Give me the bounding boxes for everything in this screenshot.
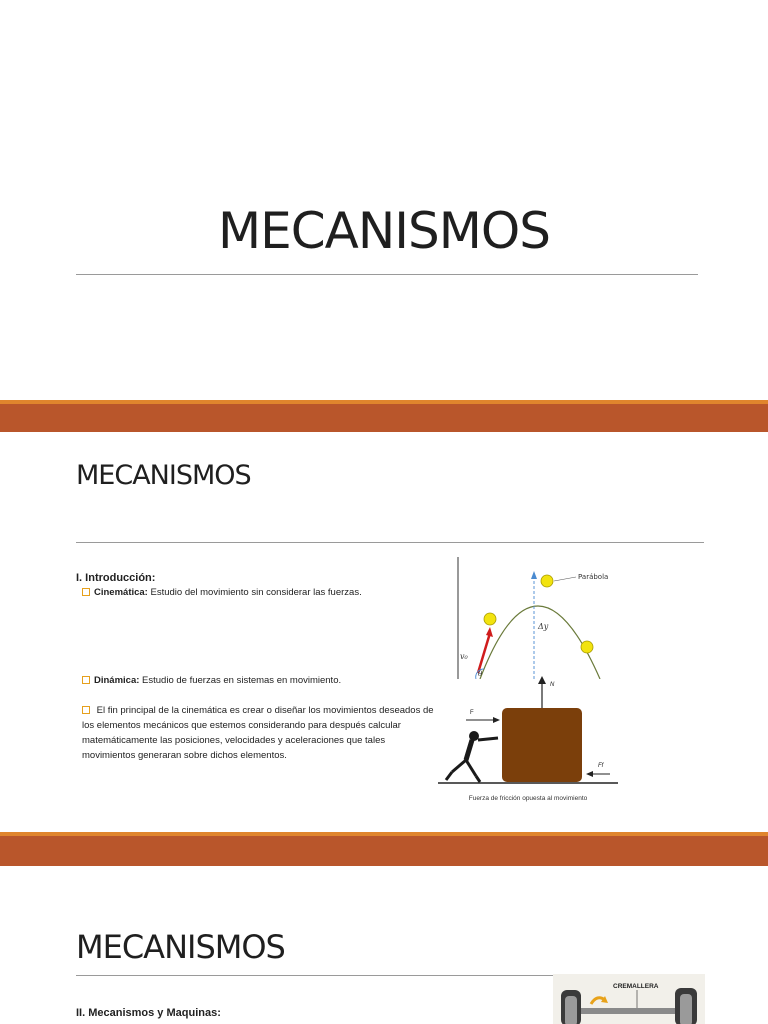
bullet-text: Estudio de fuerzas en sistemas en movimiento.: [139, 675, 342, 686]
velocity-vector: [478, 633, 490, 673]
slide-heading: MECANISMOS: [76, 460, 251, 491]
theta-label: θ: [478, 670, 483, 678]
slide-mechanisms: [0, 866, 768, 1024]
parabola-diagram: [450, 555, 630, 679]
rack-pinion-image: [553, 974, 705, 1024]
friction-force-arrowhead: [586, 771, 593, 777]
bullet-fin-principal: [82, 703, 438, 763]
checkbox-bullet-icon: [82, 588, 90, 596]
normal-force-arrowhead: [538, 676, 546, 684]
height-arrowhead: [531, 571, 537, 579]
slide-introduction: [0, 432, 768, 832]
bullet-term: Cinemática:: [94, 587, 148, 598]
checkbox-bullet-icon: [82, 706, 90, 714]
rack-bar: [581, 1008, 675, 1014]
friction-force-label: Ff: [598, 763, 604, 769]
ball: [541, 575, 553, 587]
slide-heading: MECANISMOS: [76, 928, 285, 966]
rack-label: CREMALLERA: [613, 983, 659, 990]
hub-left: [565, 996, 577, 1024]
friction-caption: Fuerza de fricción opuesta al movimiento: [468, 795, 588, 802]
bullet-dinamica: [82, 673, 422, 688]
heading-divider: [76, 975, 554, 976]
friction-diagram: [438, 676, 618, 804]
section-title: II. Mecanismos y Maquinas:: [76, 1007, 221, 1019]
ball: [484, 613, 496, 625]
bullet-text: Estudio del movimiento sin considerar las fuerzas.: [147, 587, 362, 598]
v0-label: v₀: [460, 652, 468, 661]
applied-force-arrowhead: [493, 717, 500, 723]
band-stripe: [0, 400, 768, 404]
parabola-curve: [480, 606, 600, 679]
heading-divider: [76, 542, 704, 543]
cover-divider: [76, 274, 698, 275]
block: [502, 708, 582, 782]
delta-y-label: Δy: [538, 622, 549, 631]
slide-cover: [0, 0, 768, 400]
slide-separator-band: [0, 400, 768, 432]
section-title: I. Introducción:: [76, 572, 156, 584]
bullet-text: El fin principal de la cinemática es crear o diseñar los movimientos deseados de los elementos mecánicos que estemos considerando para después calcular matemáticamente las posiciones, velocidades y aceleraciones que tales movimientos generaran sobre dichos elementos.: [82, 705, 434, 761]
parabola-label: Parábola: [578, 573, 609, 581]
label-leader: [554, 577, 576, 581]
velocity-arrowhead: [486, 627, 493, 637]
slide-separator-band: [0, 832, 768, 866]
cover-title: MECANISMOS: [218, 202, 550, 260]
band-stripe: [0, 832, 768, 836]
applied-force-label: F: [470, 710, 474, 716]
normal-force-label: N: [550, 682, 555, 688]
pushing-person-icon: [446, 732, 498, 783]
bullet-cinematica: [82, 585, 422, 600]
checkbox-bullet-icon: [82, 676, 90, 684]
bullet-term: Dinámica:: [94, 675, 140, 686]
hub-right: [680, 994, 692, 1024]
ball: [581, 641, 593, 653]
